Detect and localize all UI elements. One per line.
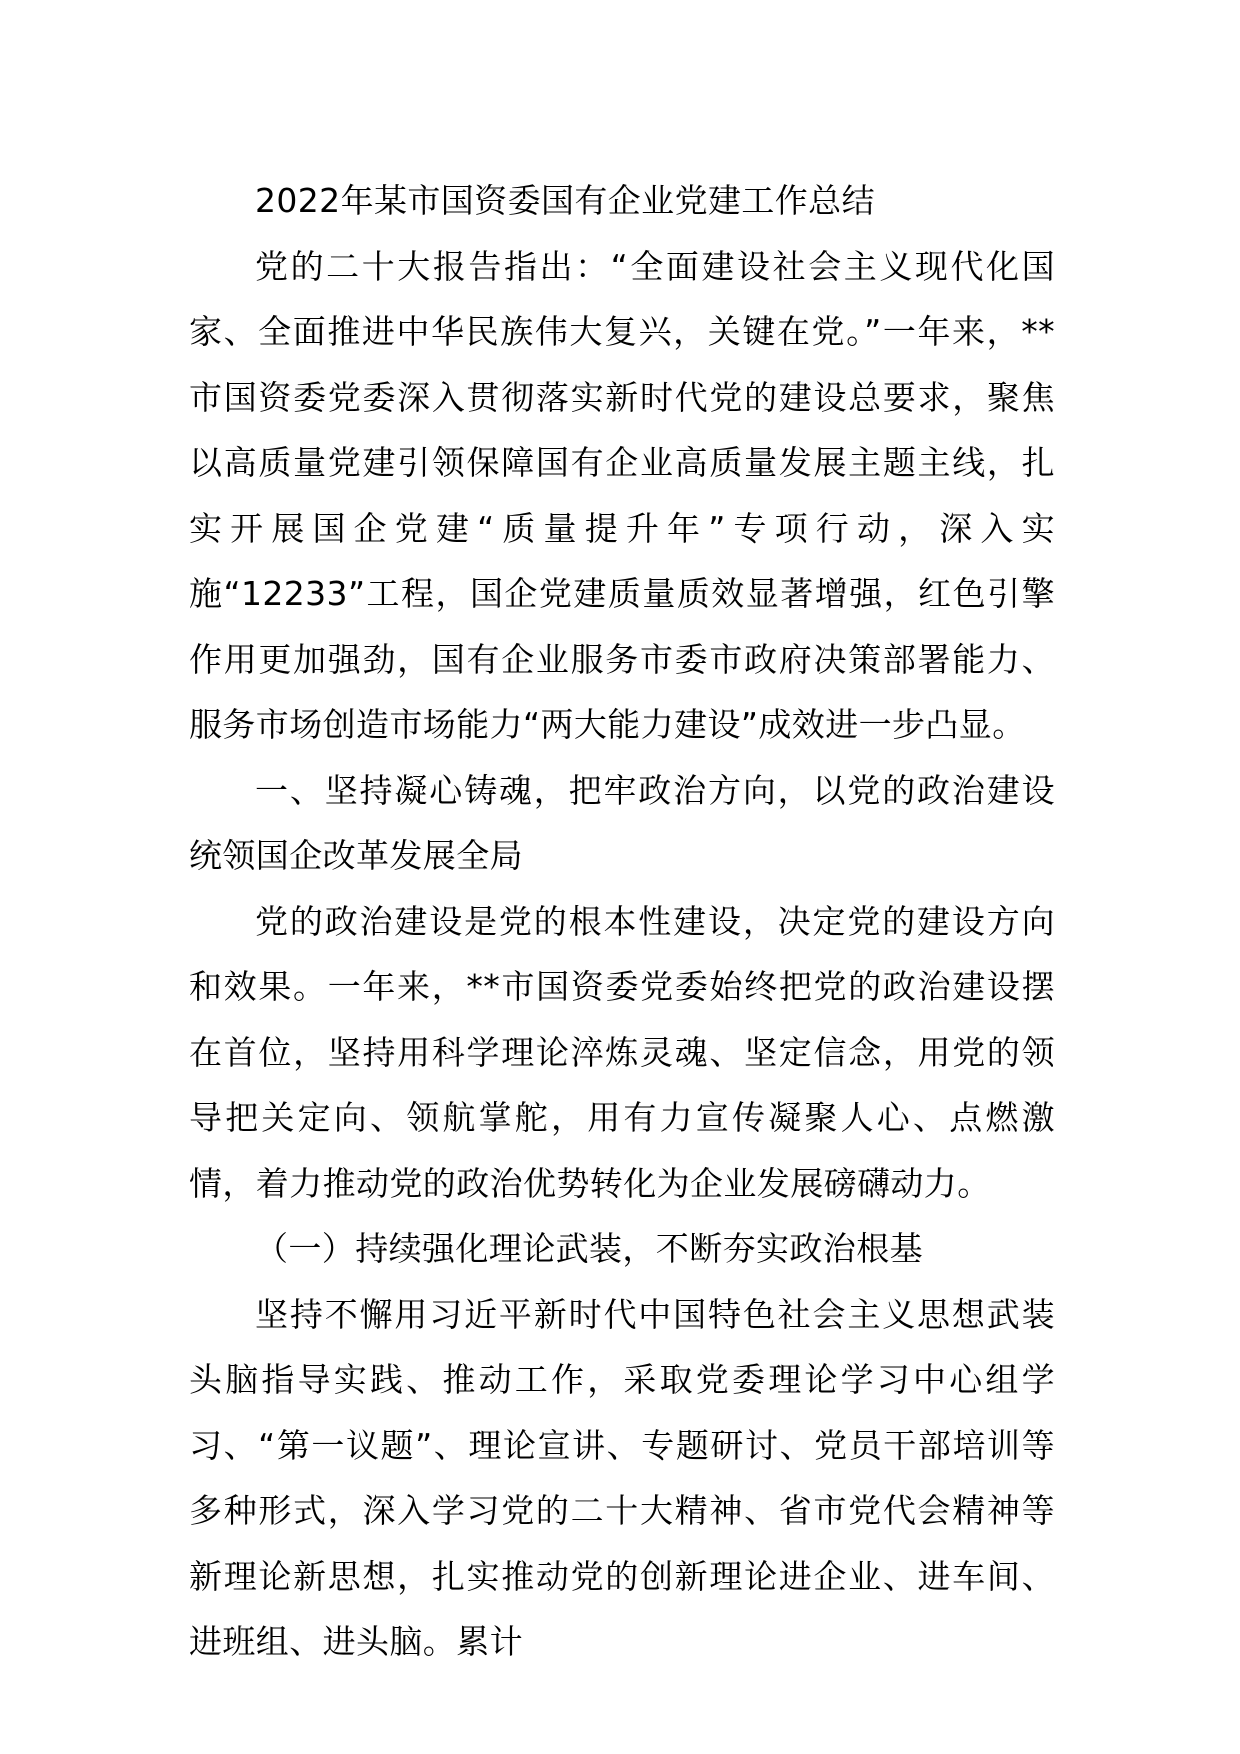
body-paragraph: 党的政治建设是党的根本性建设，决定党的建设方向和效果。一年来，**市国资委党委始终把党的政治建设摆在首位，坚持用科学理论淬炼灵魂、坚定信念，用党的领导把关定向、领航掌舵，用有力宣传凝聚人心、点燃激情，着力推动党的政治优势转化为企业发展磅礴动力。 [189,901,1055,1203]
body-paragraph: 坚持不懈用习近平新时代中国特色社会主义思想武装头脑指导实践、推动工作，采取党委理论学习中心组学习、“第一议题”、理论宣讲、专题研讨、党员干部培训等多种形式，深入学习党的二十大精神、省市党代会精神等新理论新思想，扎实推动党的创新理论进企业、进车间、进班组、进头脑。累计 [189,1294,1055,1661]
document-title: 2022年某市国资委国有企业党建工作总结 [255,181,875,220]
section-heading-1: 一、坚持凝心铸魂，把牢政治方向，以党的政治建设统领国企改革发展全局 [189,770,1055,875]
intro-paragraph: 党的二十大报告指出：“全面建设社会主义现代化国家、全面推进中华民族伟大复兴，关键在党。”一年来，**市国资委党委深入贯彻落实新时代党的建设总要求，聚焦以高质量党建引领保障国有企业高质量发展主题主线，扎实开展国企党建“质量提升年”专项行动，深入实施“12233”工程，国企党建质量质效显著增强，红色引擎作用更加强劲，国有企业服务市委市政府决策部署能力、服务市场创造市场能力“两大能力建设”成效进一步凸显。 [189,246,1055,744]
subsection-heading-1: （一）持续强化理论武装，不断夯实政治根基 [255,1229,923,1268]
document-body [189,168,1055,1675]
